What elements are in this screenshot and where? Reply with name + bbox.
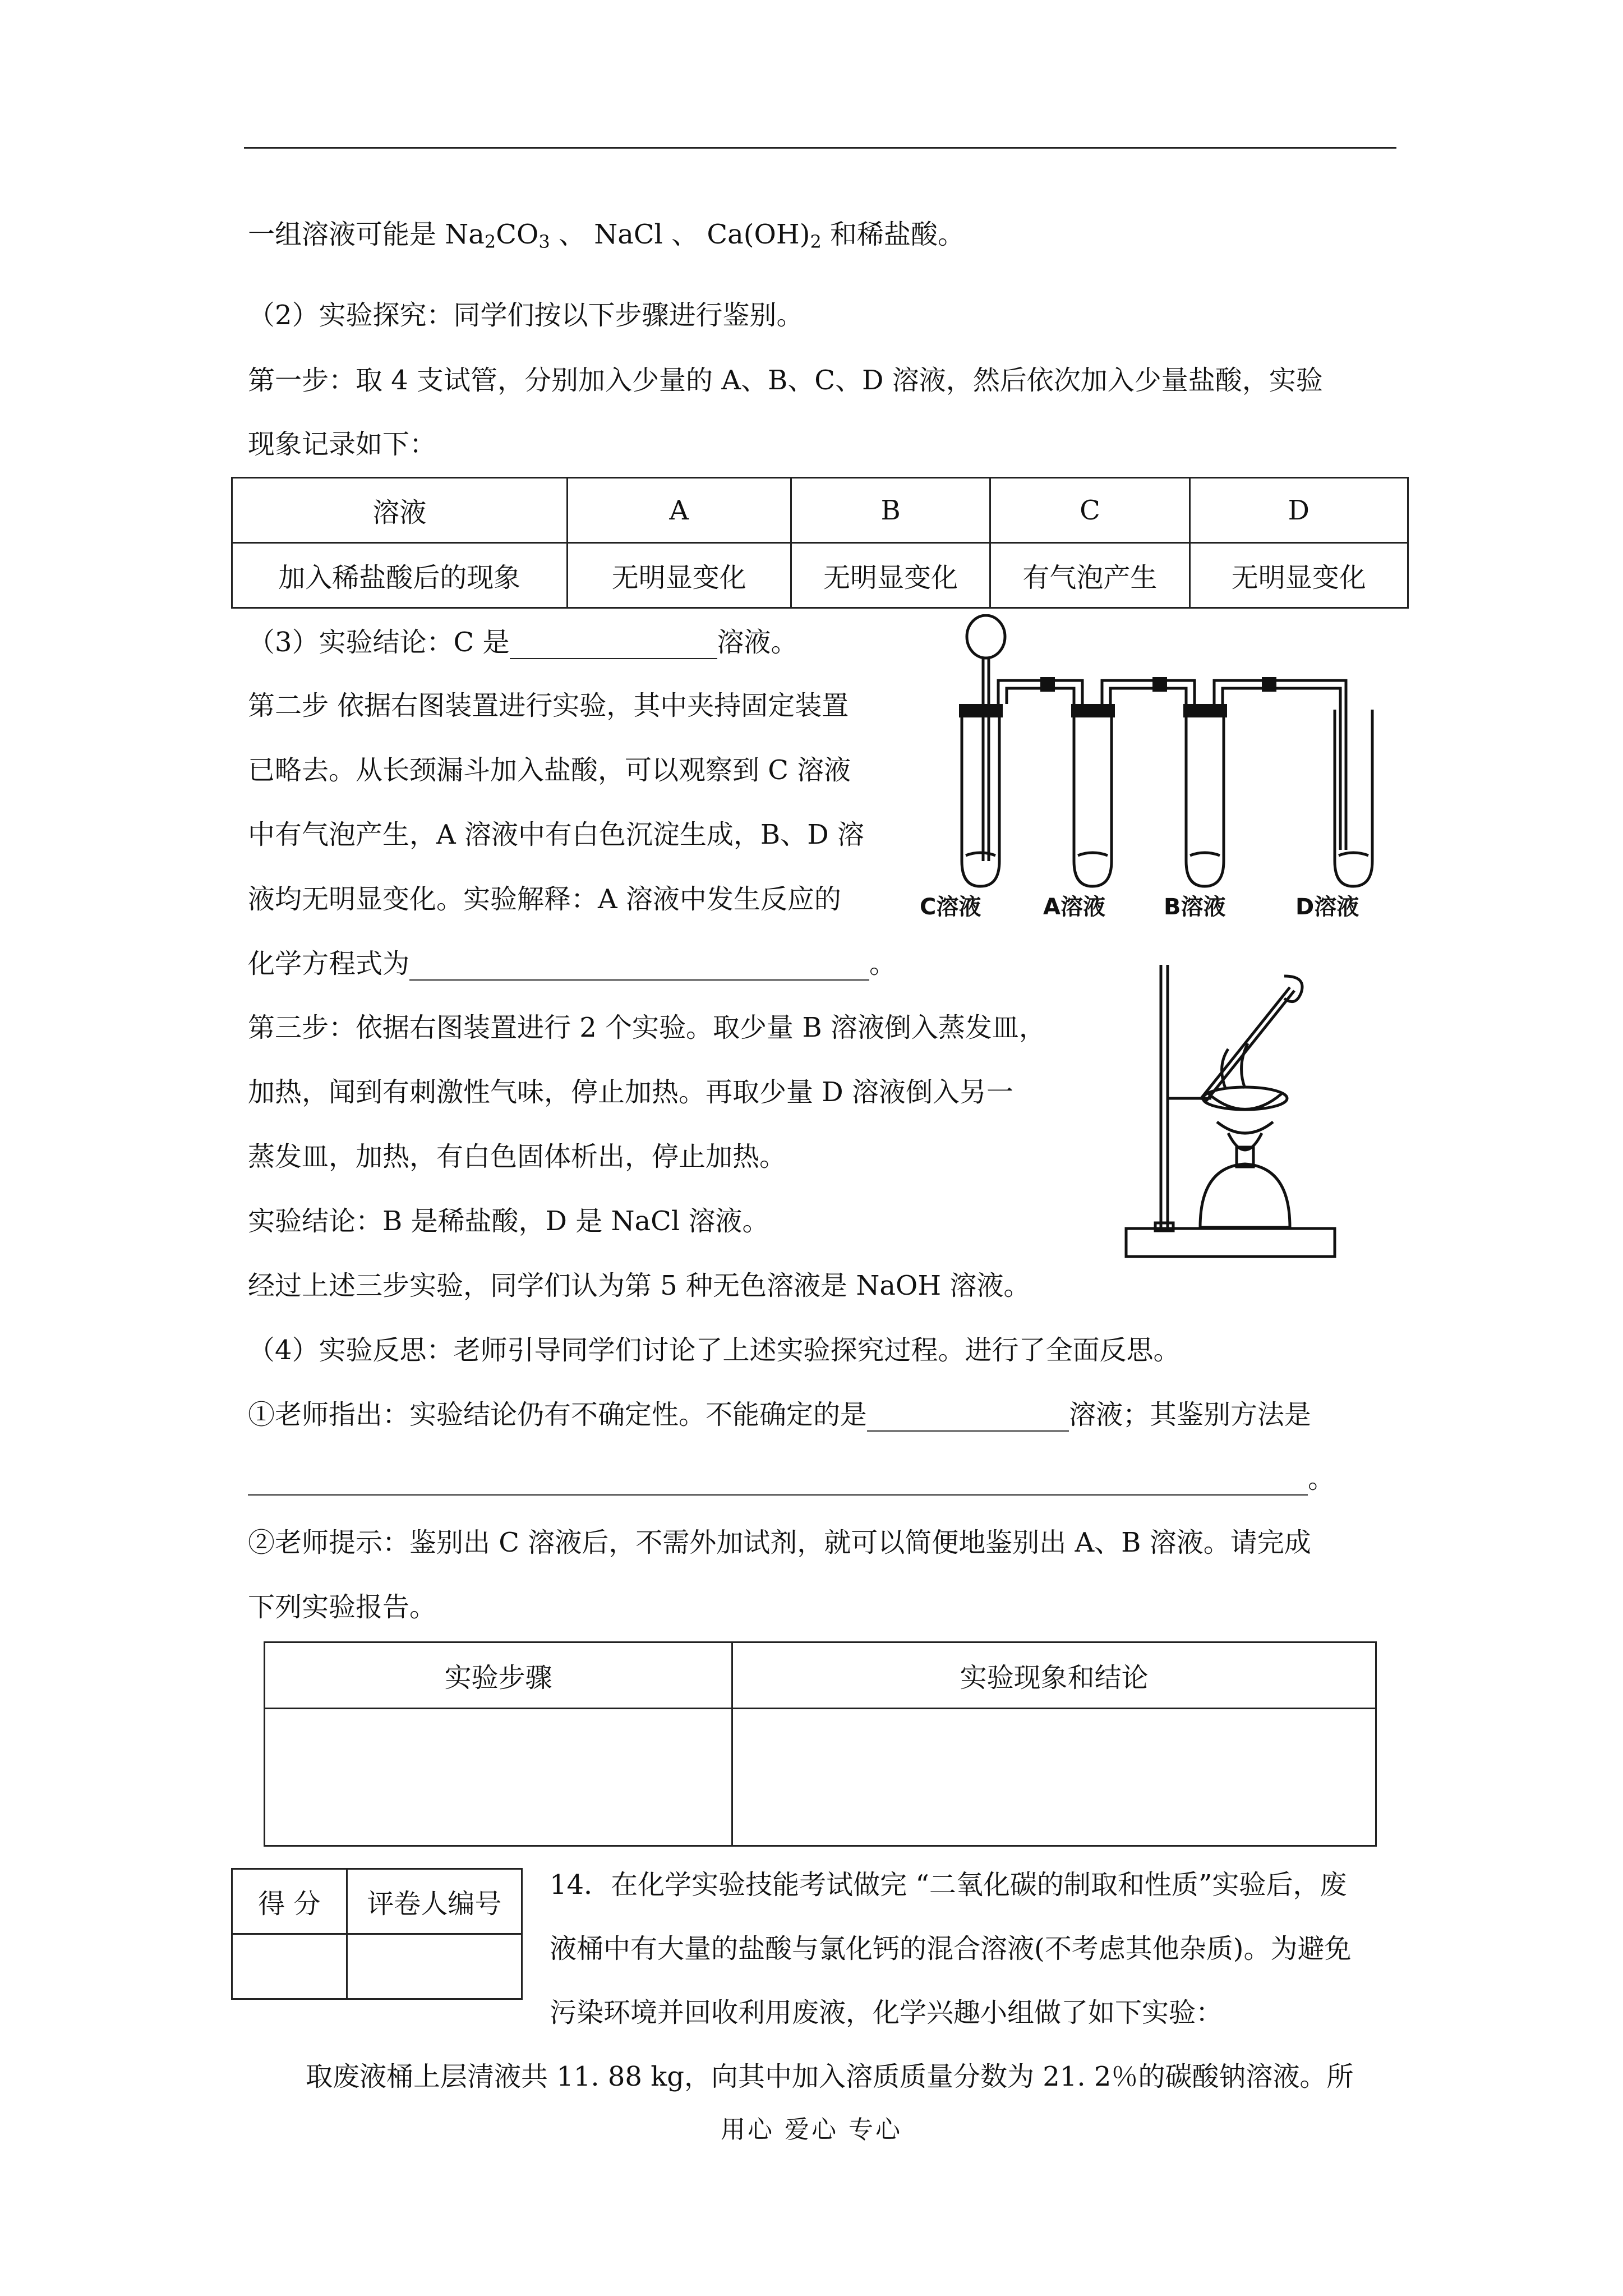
test-tube-apparatus-figure (914, 614, 1396, 920)
answer-blank[interactable] (409, 955, 869, 981)
second-step-line: 已略去。从长颈漏斗加入盐酸，可以观察到 C 溶液 (248, 754, 851, 786)
second-step-line: 液均无明显变化。实验解释：A 溶液中发生反应的 (248, 884, 841, 915)
table1-cell: 有气泡产生 (990, 543, 1189, 608)
equation-line: 化学方程式为 。 (248, 948, 897, 979)
report-table (264, 1641, 1377, 1847)
answer-blank[interactable] (510, 633, 717, 659)
fig1-label: D溶液 (1295, 894, 1359, 920)
table1-cell: 无明显变化 (791, 543, 990, 608)
third-step-line: 第三步：依据右图装置进行 2 个实验。取少量 B 溶液倒入蒸发皿， (248, 1012, 1046, 1043)
page-footer: 用心 爱心 专心 (721, 2115, 902, 2144)
intro-line: 一组溶液可能是 $Na_2CO_3$ 、 NaCl 、 $Ca(OH)_2$ 和稀盐酸。 (248, 219, 965, 252)
fig1-label: A溶液 (1043, 894, 1105, 920)
report-answer-cell[interactable] (732, 1709, 1376, 1846)
table2-header-cell: 实验现象和结论 (732, 1642, 1376, 1709)
table1-cell: 无明显变化 (1189, 543, 1408, 608)
point2-line1: ②老师提示：鉴别出 C 溶液后，不需外加试剂，就可以简便地鉴别出 A、B 溶液。请完成 (248, 1527, 1311, 1558)
table1-header-cell: B (791, 478, 990, 543)
fig1-label: C溶液 (920, 894, 981, 920)
answer-blank[interactable] (248, 1470, 1308, 1496)
table1-header-cell: A (567, 478, 791, 543)
q14-line: 污染环境并回收利用废液，化学兴趣小组做了如下实验： (550, 1997, 1223, 2028)
q14-last-line: 取废液桶上层清液共 11. 88 kg，向其中加入溶质质量分数为 21. 2％的碳酸钠溶液。所 (306, 2061, 1354, 2092)
header-rule (244, 147, 1396, 149)
evaporation-apparatus-figure (1116, 954, 1346, 1268)
score-label: 得 分 (232, 1869, 347, 1934)
conclusion-3: （3）实验结论：C 是 溶液。 (248, 627, 798, 658)
third-step-line: 加热，闻到有刺激性气味，停止加热。再取少量 D 溶液倒入另一 (248, 1076, 1014, 1108)
point2-line2: 下列实验报告。 (248, 1591, 437, 1623)
second-step-line: 第二步 依据右图装置进行实验，其中夹持固定装置 (248, 690, 849, 721)
answer-blank[interactable] (867, 1406, 1069, 1432)
grader-label: 评卷人编号 (347, 1869, 522, 1934)
table1-header-cell: D (1189, 478, 1408, 543)
grader-cell[interactable] (347, 1934, 522, 1999)
score-cell[interactable] (232, 1934, 347, 1999)
table1-cell: 加入稀盐酸后的现象 (232, 543, 568, 608)
fig1-label: B溶液 (1164, 894, 1226, 920)
table1-cell: 无明显变化 (567, 543, 791, 608)
table1-header-cell: C (990, 478, 1189, 543)
q14-line: 14．在化学实验技能考试做完 “二氧化碳的制取和性质”实验后，废 (550, 1869, 1347, 1901)
q14-line: 液桶中有大量的盐酸与氯化钙的混合溶液(不考虑其他杂质)。为避免 (550, 1933, 1352, 1964)
point1-method-line: 。 (248, 1462, 1335, 1496)
third-step-line: 蒸发皿，加热，有白色固体析出，停止加热。 (248, 1141, 787, 1172)
table2-header-cell: 实验步骤 (265, 1642, 732, 1709)
third-step-line: 实验结论：B 是稀盐酸，D 是 NaCl 溶液。 (248, 1205, 769, 1237)
point1-line: ①老师指出：实验结论仍有不确定性。不能确定的是 溶液；其鉴别方法是 (248, 1399, 1312, 1430)
table1-header-cell: 溶液 (232, 478, 568, 543)
step2-title: （2）实验探究：同学们按以下步骤进行鉴别。 (248, 300, 804, 331)
third-step-line: 经过上述三步实验，同学们认为第 5 种无色溶液是 NaOH 溶液。 (248, 1270, 1031, 1301)
second-step-line: 中有气泡产生，A 溶液中有白色沉淀生成，B、D 溶 (248, 819, 864, 850)
results-table (231, 477, 1409, 609)
report-answer-cell[interactable] (265, 1709, 732, 1846)
reflection-line: （4）实验反思：老师引导同学们讨论了上述实验探究过程。进行了全面反思。 (248, 1335, 1181, 1366)
step1-line2: 现象记录如下： (248, 429, 437, 460)
step1-line1: 第一步：取 4 支试管，分别加入少量的 A、B、C、D 溶液，然后依次加入少量盐酸，实验 (248, 365, 1323, 396)
score-box (231, 1868, 523, 2000)
